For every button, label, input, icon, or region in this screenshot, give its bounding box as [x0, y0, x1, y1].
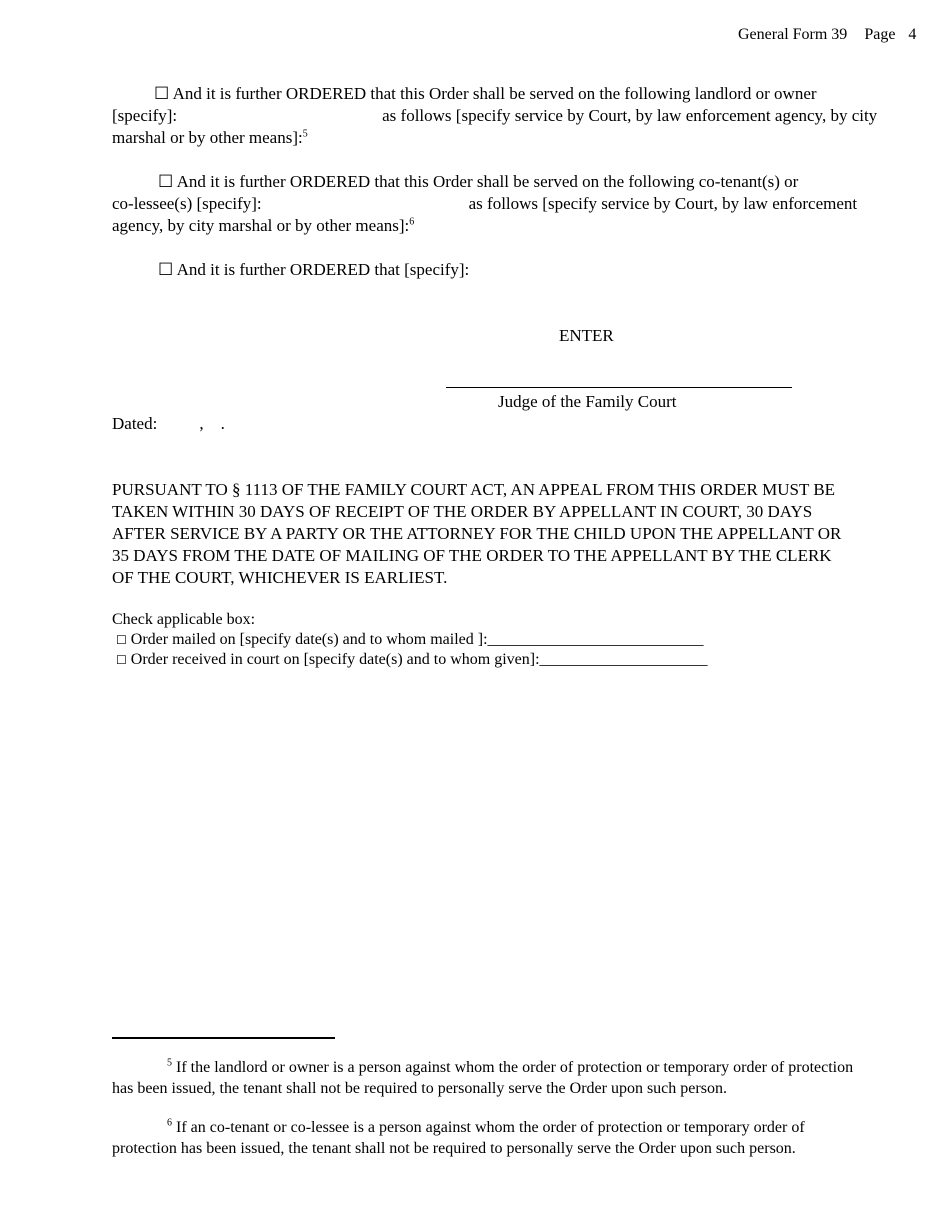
received-checkbox[interactable]: ☐: [116, 653, 127, 667]
mailed-checkbox[interactable]: ☐: [116, 633, 127, 647]
mailed-text: Order mailed on [specify date(s) and to whom mailed ]:___________________________: [130, 631, 704, 648]
judge-label: Judge of the Family Court: [498, 392, 677, 411]
cotenant-specify: co-lessee(s) [specify]:: [112, 194, 262, 213]
landlord-checkbox[interactable]: ☐: [154, 84, 170, 103]
page-number: 4: [908, 26, 917, 43]
landlord-specify: [specify]:: [112, 106, 178, 125]
landlord-line1: And it is further ORDERED that this Order shall be served on the following landlord or owner: [172, 84, 817, 103]
footnote-6-line1: If an co-tenant or co-lessee is a person against whom the order of protection or temporary order of: [176, 1119, 805, 1136]
further-clause: [158, 259, 469, 281]
cotenant-service: as follows [specify service by Court, by law enforcement: [468, 194, 858, 213]
dated-label: Dated:: [112, 414, 158, 433]
appeal-line: PURSUANT TO § 1113 OF THE FAMILY COURT ACT, AN APPEAL FROM THIS ORDER MUST BE: [112, 480, 836, 499]
enter-label: ENTER: [559, 326, 614, 345]
cotenant-line3: agency, by city marshal or by other means]:: [112, 216, 410, 235]
appeal-line: TAKEN WITHIN 30 DAYS OF RECEIPT OF THE ORDER BY APPELLANT IN COURT, 30 DAYS: [112, 502, 813, 521]
signature-line[interactable]: [446, 387, 792, 388]
appeal-line: 35 DAYS FROM THE DATE OF MAILING OF THE ORDER TO THE APPELLANT BY THE CLERK: [112, 546, 832, 565]
option-received: [116, 650, 708, 670]
further-checkbox[interactable]: ☐: [158, 260, 174, 279]
dated-comma: ,: [199, 414, 204, 433]
further-text: And it is further ORDERED that [specify]:: [176, 260, 470, 279]
footnote-ref-6: 6: [409, 216, 415, 228]
dated-period: .: [220, 414, 225, 433]
page-label: Page: [864, 26, 896, 43]
footnote-separator: [112, 1037, 335, 1039]
footnote-5-line1: If the landlord or owner is a person against whom the order of protection or temporary order of protection: [176, 1059, 854, 1076]
check-title: Check applicable box:: [112, 611, 256, 628]
appeal-line: AFTER SERVICE BY A PARTY OR THE ATTORNEY FOR THE CHILD UPON THE APPELLANT OR: [112, 524, 842, 543]
landlord-service: as follows [specify service by Court, by law enforcement agency, by city: [382, 106, 878, 125]
option-mailed: [116, 630, 704, 650]
footnote-6-line2: protection has been issued, the tenant shall not be required to personally serve the Order upon such person.: [112, 1140, 796, 1157]
cotenant-checkbox[interactable]: ☐: [158, 172, 174, 191]
received-text: Order received in court on [specify date(s) and to whom given]:_____________________: [130, 651, 708, 668]
footnote-number-6: 6: [167, 1117, 172, 1129]
footnote-5-line2: has been issued, the tenant shall not be required to personally serve the Order upon such person.: [112, 1080, 727, 1097]
form-label: General Form 39: [738, 26, 848, 43]
footnote-number-5: 5: [167, 1057, 172, 1069]
page-header: [738, 25, 916, 45]
landlord-line3: marshal or by other means]:: [112, 128, 303, 147]
cotenant-line1: And it is further ORDERED that this Order shall be served on the following co-tenant(s) or: [176, 172, 799, 191]
dated-line: [112, 413, 225, 435]
appeal-line: OF THE COURT, WHICHEVER IS EARLIEST.: [112, 568, 448, 587]
footnote-ref-5: 5: [302, 128, 308, 140]
